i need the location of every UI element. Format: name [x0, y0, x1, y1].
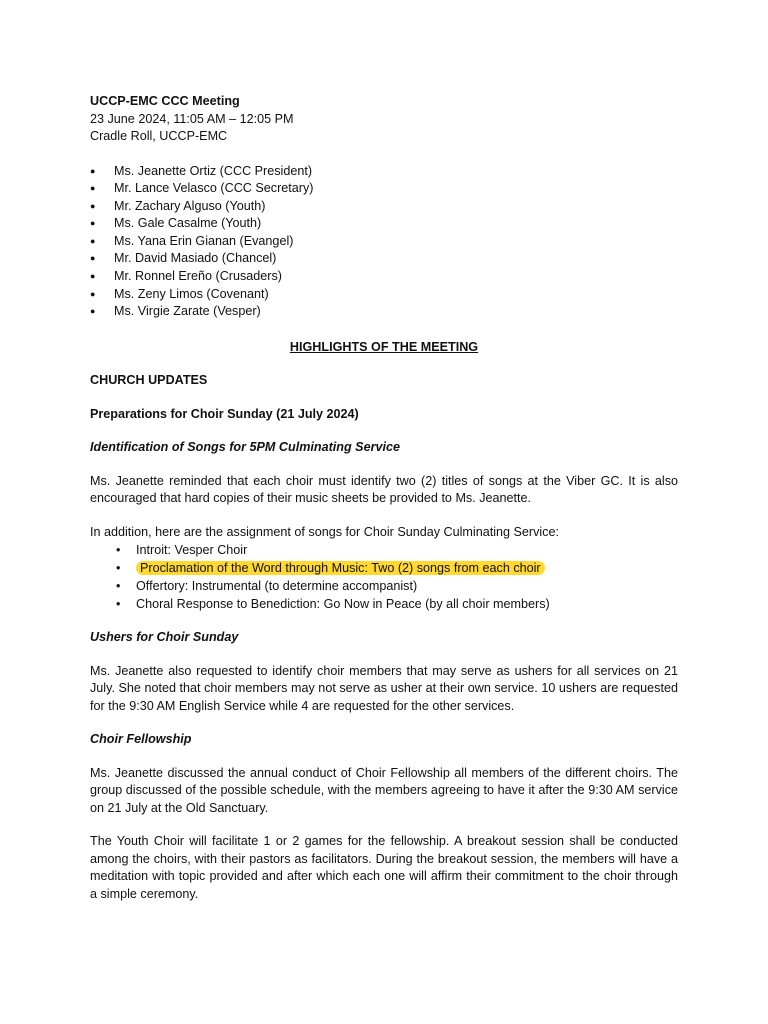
meeting-header	[90, 93, 678, 146]
assignment-item	[90, 595, 678, 613]
fellowship-heading: Choir Fellowship	[90, 732, 192, 747]
attendee-item: ● Mr. Ronnel Ereño (Crusaders)	[90, 268, 678, 286]
attendee-item: ● Ms. Virgie Zarate (Vesper)	[90, 303, 678, 321]
song-assignment-list	[90, 541, 678, 613]
attendee-item: ● Ms. Zeny Limos (Covenant)	[90, 286, 678, 304]
attendee-item: ● Ms. Jeanette Ortiz (CCC President)	[90, 163, 678, 181]
assignment-item-highlighted	[90, 559, 678, 577]
ushers-paragraph: Ms. Jeanette also requested to identify choir members that may serve as ushers for all services on 21 July. She noted that choir members may not serve as usher at their own service. 10 ushers are requested for the 9:30 AM English Service while 4 are requested for the other services.	[90, 663, 678, 713]
assignment-text: Choral Response to Benediction: Go Now in Peace (by all choir members)	[136, 597, 550, 612]
preparations-heading: Preparations for Choir Sunday (21 July 2024)	[90, 406, 359, 421]
attendee-item: ● Mr. David Masiado (Chancel)	[90, 250, 678, 268]
songs-heading: Identification of Songs for 5PM Culminating Service	[90, 440, 400, 455]
church-updates-heading: CHURCH UPDATES	[90, 373, 208, 388]
assignment-item	[90, 577, 678, 595]
songs-paragraph-2: In addition, here are the assignment of songs for Choir Sunday Culminating Service:	[90, 524, 560, 539]
assignment-item	[90, 541, 678, 559]
attendee-item: ● Ms. Yana Erin Gianan (Evangel)	[90, 233, 678, 251]
fellowship-paragraph-2: The Youth Choir will facilitate 1 or 2 games for the fellowship. A breakout session shall be conducted among the choirs, with their pastors as facilitators. During the breakout session, the members will have a meditation with topic provided and after which each one will affirm their commitment to the choir through a simple ceremony.	[90, 834, 678, 901]
highlights-heading: HIGHLIGHTS OF THE MEETING	[289, 339, 479, 354]
attendee-list	[90, 163, 678, 321]
meeting-title: UCCP-EMC CCC Meeting	[90, 94, 240, 108]
highlighted-text: Proclamation of the Word through Music: Two (2) songs from each choir	[136, 561, 545, 575]
assignment-text: Introit: Vesper Choir	[136, 543, 248, 558]
attendee-item: ● Mr. Lance Velasco (CCC Secretary)	[90, 180, 678, 198]
ushers-heading: Ushers for Choir Sunday	[90, 630, 239, 645]
attendee-item: ● Ms. Gale Casalme (Youth)	[90, 215, 678, 233]
meeting-datetime: 23 June 2024, 11:05 AM – 12:05 PM	[90, 111, 294, 126]
songs-paragraph-1: Ms. Jeanette reminded that each choir must identify two (2) titles of songs at the Viber GC. It is also encouraged that hard copies of their music sheets be provided to Ms. Jeanette.	[90, 473, 678, 506]
attendee-item: ● Mr. Zachary Alguso (Youth)	[90, 198, 678, 216]
fellowship-paragraph-1: Ms. Jeanette discussed the annual conduct of Choir Fellowship all members of the different choirs. The group discussed of the possible schedule, with the members agreeing to have it after the 9:30 AM service on 21 July at the Old Sanctuary.	[90, 765, 678, 815]
assignment-text: Offertory: Instrumental (to determine accompanist)	[136, 579, 418, 594]
meeting-venue: Cradle Roll, UCCP-EMC	[90, 129, 228, 143]
